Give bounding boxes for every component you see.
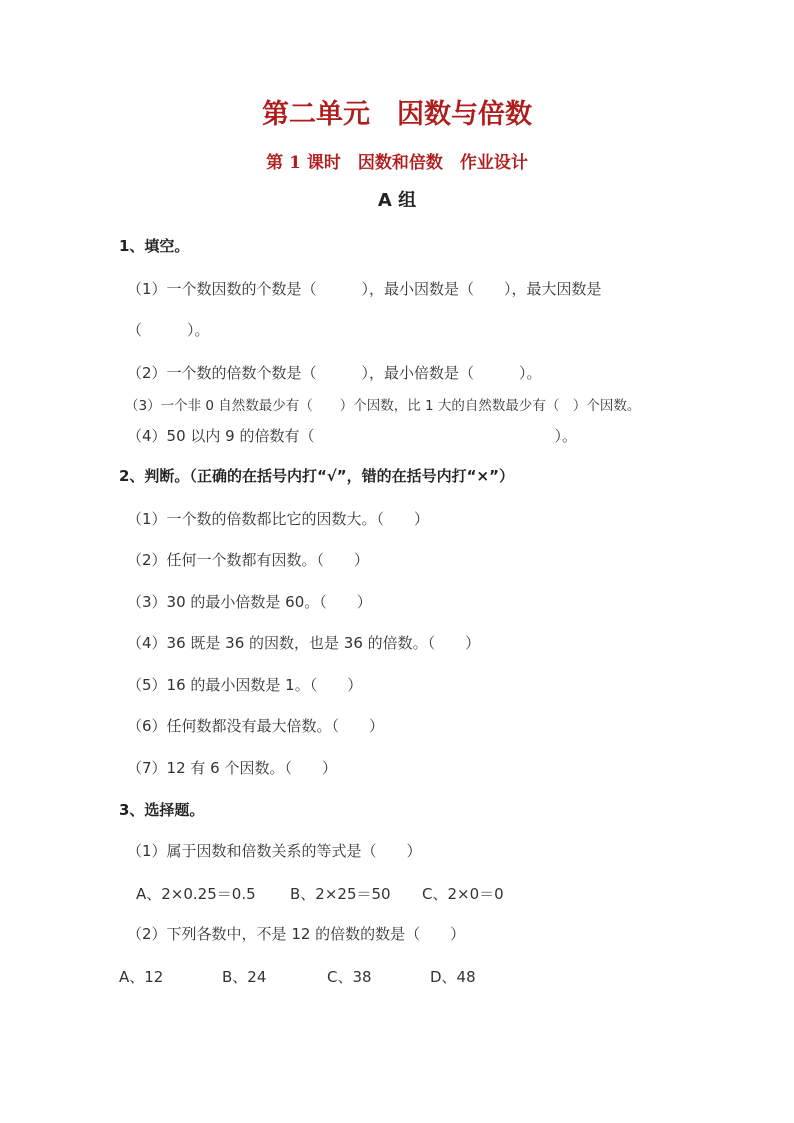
section-2-heading: 2、判断。（正确的在括号内打“√”，错的在括号内打“×”）	[119, 467, 514, 485]
fill-item-3: （3）一个非 0 自然数最少有（ ）个因数，比 1 大的自然数最少有（ ）个因数。	[125, 398, 641, 414]
choice-2-option-c: C、38	[327, 968, 372, 986]
fill-item-1: （1）一个数因数的个数是（ ），最小因数是（ ），最大因数是	[127, 280, 602, 298]
choice-1-option-b: B、2×25＝50	[290, 885, 391, 903]
choice-question-1: （1）属于因数和倍数关系的等式是（ ）	[127, 842, 422, 860]
choice-1-option-c: C、2×0＝0	[422, 885, 504, 903]
section-1-heading: 1、填空。	[119, 237, 190, 255]
judge-item-6: （6）任何数都没有最大倍数。（ ）	[127, 717, 385, 735]
choice-2-option-a: A、12	[119, 968, 164, 986]
fill-item-4: （4）50 以内 9 的倍数有（ ）。	[127, 427, 577, 445]
judge-item-3: （3）30 的最小倍数是 60。（ ）	[127, 593, 372, 611]
judge-item-5: （5）16 的最小因数是 1。（ ）	[127, 676, 363, 694]
page-title: 第二单元 因数与倍数	[262, 99, 532, 130]
fill-item-1-continued: （ ）。	[127, 321, 210, 339]
judge-item-7: （7）12 有 6 个因数。（ ）	[127, 759, 337, 777]
choice-question-2: （2）下列各数中，不是 12 的倍数的数是（ ）	[127, 925, 466, 943]
section-3-heading: 3、选择题。	[119, 801, 205, 819]
judge-item-4: （4）36 既是 36 的因数，也是 36 的倍数。（ ）	[127, 634, 481, 652]
group-label: A 组	[377, 190, 417, 211]
judge-item-2: （2）任何一个数都有因数。（ ）	[127, 551, 370, 569]
choice-1-option-a: A、2×0.25＝0.5	[136, 885, 256, 903]
lesson-subtitle: 第 1 课时 因数和倍数 作业设计	[266, 153, 528, 173]
judge-item-1: （1）一个数的倍数都比它的因数大。（ ）	[127, 510, 430, 528]
choice-2-option-d: D、48	[430, 968, 476, 986]
fill-item-2: （2）一个数的倍数个数是（ ），最小倍数是（ ）。	[127, 364, 542, 382]
choice-2-option-b: B、24	[222, 968, 267, 986]
